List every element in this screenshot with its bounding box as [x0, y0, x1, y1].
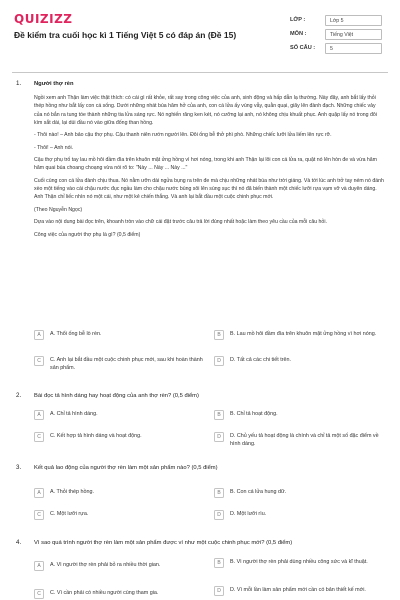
answer-option-d[interactable]: [214, 510, 384, 520]
option-letter: A: [34, 561, 44, 571]
question-prompt: Công việc của người thợ phụ là gì? (0,5 điểm): [34, 231, 141, 238]
document-header: [0, 0, 400, 58]
option-letter: B: [214, 488, 224, 498]
question-number: 1.: [16, 80, 22, 87]
passage-paragraph: Cuối cùng con cá lửa đành chịu thua. Nó nằm ưỡn dài ngửa bụng ra trên đe mà chịu những nhát búa như trời giáng. Và tới lúc anh trở tay ném nó đánh xèo một tiếng vào cái chậu nước đục ngầu làm cho chậu nước bùng sôi lên sùng sục thì nó đã biến thành một chiếc lưỡi rựa vạm vỡ và duyên dáng. Anh Thận chỉ liếc nhìn nó một cái, như một kẻ chiến thắng. Và anh lại bắt đầu một cuộc chinh phục mới.: [34, 177, 384, 201]
option-letter: A: [34, 488, 44, 498]
answer-option-d[interactable]: [214, 356, 384, 366]
option-text: D. Vì mỗi lần làm sản phẩm mới cần có bản thiết kế mới.: [230, 587, 366, 593]
question-prompt: Bài đọc tả hình dáng hay hoạt động của anh thợ rèn? (0,5 điểm): [34, 393, 199, 399]
passage-paragraph: - Thôi nào! – Anh bảo cậu thợ phụ. Cậu thanh niên rướn người lên. Đôi ống bễ thở phì phò. Những chiếc lưỡi lửa liếm lên rực rỡ.: [34, 132, 332, 139]
answer-option-d[interactable]: [214, 432, 384, 448]
option-text: A. Chỉ tả hình dáng.: [50, 411, 98, 417]
passage-source: (Theo Nguyễn Ngọc): [34, 206, 83, 213]
option-text: D. Chủ yếu tả hoạt động là chính và chỉ tả một số đặc điểm về hình dáng.: [230, 433, 379, 447]
option-text: C. Kết hợp tả hình dáng và hoạt động.: [50, 433, 142, 439]
meta-box: [290, 13, 382, 55]
answer-option-c[interactable]: [34, 589, 204, 599]
answer-option-a[interactable]: [34, 561, 204, 571]
option-text: A. Thổi ống bễ lò rèn.: [50, 331, 102, 337]
meta-label: SỐ CÂU :: [290, 45, 316, 51]
passage-title: Người thợ rèn: [34, 81, 74, 87]
question-prompt: Vì sao quá trình người thợ rèn làm một sản phẩm được ví như một cuộc chinh phục mới? (0,5 điểm): [34, 540, 293, 546]
meta-row-count: [290, 41, 382, 55]
question-body: [34, 539, 384, 547]
option-letter: D: [214, 356, 224, 366]
option-letter: C: [34, 432, 44, 442]
question-body: [34, 392, 384, 400]
passage-paragraph: Cậu thợ phụ trố tay lau mồ hôi đầm đìa trên khuôn mặt ửng hồng vì hơi nóng, trong khi anh Thận lại lôi con cá lửa ra, quật nó lên hòn đe và vừa hăm hăm quai búa choang choạng vừa nói rõ to: "Này ... Này ... Này ...": [34, 157, 377, 172]
meta-value: Tiếng Việt: [325, 29, 382, 40]
question-prompt: Kết quả lao động của người thợ rèn làm một sản phẩm nào? (0,5 điểm): [34, 465, 218, 471]
option-text: A. Thỏi thép hồng.: [50, 489, 94, 495]
answer-option-a[interactable]: [34, 410, 204, 420]
meta-row-subject: [290, 27, 382, 41]
answer-option-a[interactable]: [34, 330, 204, 340]
option-text: B. Lau mồ hôi đầm đìa trên khuôn mặt ửng hồng vì hơi nóng.: [230, 331, 377, 337]
meta-label: LỚP :: [290, 17, 306, 23]
option-text: B. Chỉ tả hoạt động.: [230, 411, 278, 417]
option-letter: C: [34, 589, 44, 599]
option-text: D. Tất cả các chi tiết trên.: [230, 357, 292, 363]
header-divider: [12, 72, 388, 73]
option-text: B. Vì người thợ rèn phải dùng nhiều công sức và kĩ thuật.: [230, 559, 368, 565]
meta-value: 5: [325, 43, 382, 54]
answer-option-a[interactable]: [34, 488, 204, 498]
answer-option-b[interactable]: [214, 488, 384, 498]
passage-paragraph: Ngồi xem anh Thận làm việc thật thích: có cái gì rất khỏe, rất say trong công việc của anh, sinh động và hấp dẫn lạ thường. Này đây, anh bắt lấy thỏi thép hồng như bắt lấy con cá sống. Dưới những nhát búa hăm hở của anh, con cá lửa ấy vùng vẫy, quằn quại, giãy lên đành đạch. Những chiếc vảy của nó bắn ra tung tóe thành những tia lửa sáng rực. Nó nghiến răng ken két, nó cưỡng lại anh, nó không chịu khuất phục. Anh quặp lấy nó trong đôi kìm sắt dài, lại dúi đầu nó vào giữa đống than hồng.: [34, 95, 377, 126]
question-number: 3.: [16, 464, 22, 471]
option-letter: A: [34, 330, 44, 340]
option-letter: D: [214, 586, 224, 596]
option-text: C. Một lưỡi rựa.: [50, 511, 89, 517]
question-number: 4.: [16, 539, 22, 546]
option-letter: C: [34, 510, 44, 520]
option-text: D. Một lưỡi rìu.: [230, 511, 267, 517]
meta-label: MÔN :: [290, 31, 307, 37]
answer-option-b[interactable]: [214, 330, 384, 340]
option-text: C. Anh lại bắt đầu một cuộc chinh phục mới, sau khi hoàn thành sản phẩm.: [50, 357, 203, 371]
answer-option-d[interactable]: [214, 586, 384, 596]
answer-option-c[interactable]: [34, 356, 204, 372]
answer-option-c[interactable]: [34, 432, 204, 442]
passage-instruction: Dựa vào nội dung bài đọc trên, khoanh tròn vào chữ cái đặt trước câu trả lời đúng nhất hoặc làm theo yêu cầu của mỗi câu hỏi.: [34, 219, 327, 226]
option-letter: A: [34, 410, 44, 420]
passage-paragraph: - Thôi! – Anh nói.: [34, 144, 74, 151]
option-letter: D: [214, 510, 224, 520]
answer-option-b[interactable]: [214, 558, 384, 568]
option-letter: C: [34, 356, 44, 366]
answer-option-c[interactable]: [34, 510, 204, 520]
quizizz-logo: QUIZIZZ: [14, 12, 73, 26]
option-text: B. Con cá lửa hung dữ.: [230, 489, 287, 495]
option-letter: D: [214, 432, 224, 442]
question-body: [34, 80, 384, 243]
option-text: A. Vì người thợ rèn phải bỏ ra nhiều thời gian.: [50, 562, 161, 568]
question-number: 2.: [16, 392, 22, 399]
document-title: Đề kiểm tra cuối học kì 1 Tiếng Việt 5 có đáp án (Đề 15): [14, 30, 237, 40]
meta-row-grade: [290, 13, 382, 27]
option-letter: B: [214, 558, 224, 568]
answer-option-b[interactable]: [214, 410, 384, 420]
reading-passage: [34, 94, 384, 238]
meta-value: Lớp 5: [325, 15, 382, 26]
option-letter: B: [214, 410, 224, 420]
option-text: C. Vì cần phải có nhiều người cùng tham gia.: [50, 590, 159, 596]
option-letter: B: [214, 330, 224, 340]
question-body: [34, 464, 384, 472]
